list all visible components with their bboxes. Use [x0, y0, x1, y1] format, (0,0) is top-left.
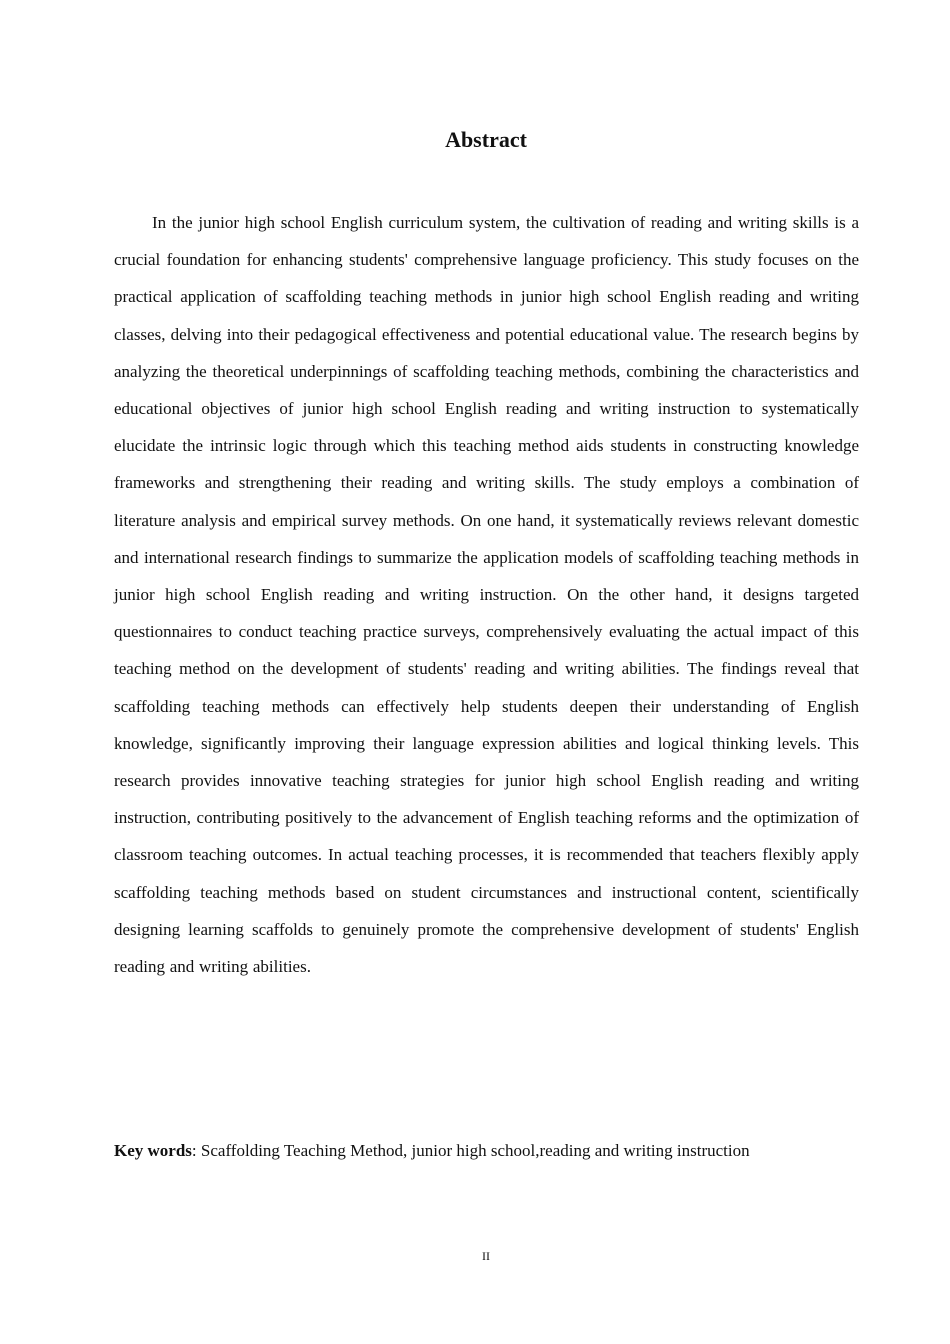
page-number: II: [482, 1249, 490, 1263]
keywords-label: Key words: [114, 1141, 192, 1160]
page-title: Abstract: [445, 127, 527, 152]
keywords-line: [114, 1136, 874, 1166]
keywords-separator: :: [191, 1141, 201, 1160]
abstract-paragraph: In the junior high school English curriculum system, the cultivation of reading and writing skills is a crucial foundation for enhancing students' comprehensive language proficiency. This study focuses on the practical application of scaffolding teaching methods in junior high school English reading and writing classes, delving into their pedagogical effectiveness and potential educational value. The research begins by analyzing the theoretical underpinnings of scaffolding teaching methods, combining the characteristics and educational objectives of junior high school English reading and writing instruction to systematically elucidate the intrinsic logic through which this teaching method aids students in constructing knowledge frameworks and strengthening their reading and writing skills. The study employs a combination of literature analysis and empirical survey methods. On one hand, it systematically reviews relevant domestic and international research findings to summarize the application models of scaffolding teaching methods in junior high school English reading and writing instruction. On the other hand, it designs targeted questionnaires to conduct teaching practice surveys, comprehensively evaluating the actual impact of this teaching method on the development of students' reading and writing abilities. The findings reveal that scaffolding teaching methods can effectively help students deepen their understanding of English knowledge, significantly improving their language expression abilities and logical thinking levels. This research provides innovative teaching strategies for junior high school English reading and writing instruction, contributing positively to the advancement of English teaching reforms and the optimization of classroom teaching outcomes. In actual teaching processes, it is recommended that teachers flexibly apply scaffolding teaching methods based on student circumstances and instructional content, scientifically designing learning scaffolds to genuinely promote the comprehensive development of students' English reading and writing abilities.: [114, 213, 859, 977]
keywords-text: Scaffolding Teaching Method, junior high school,reading and writing instruction: [200, 1141, 750, 1160]
